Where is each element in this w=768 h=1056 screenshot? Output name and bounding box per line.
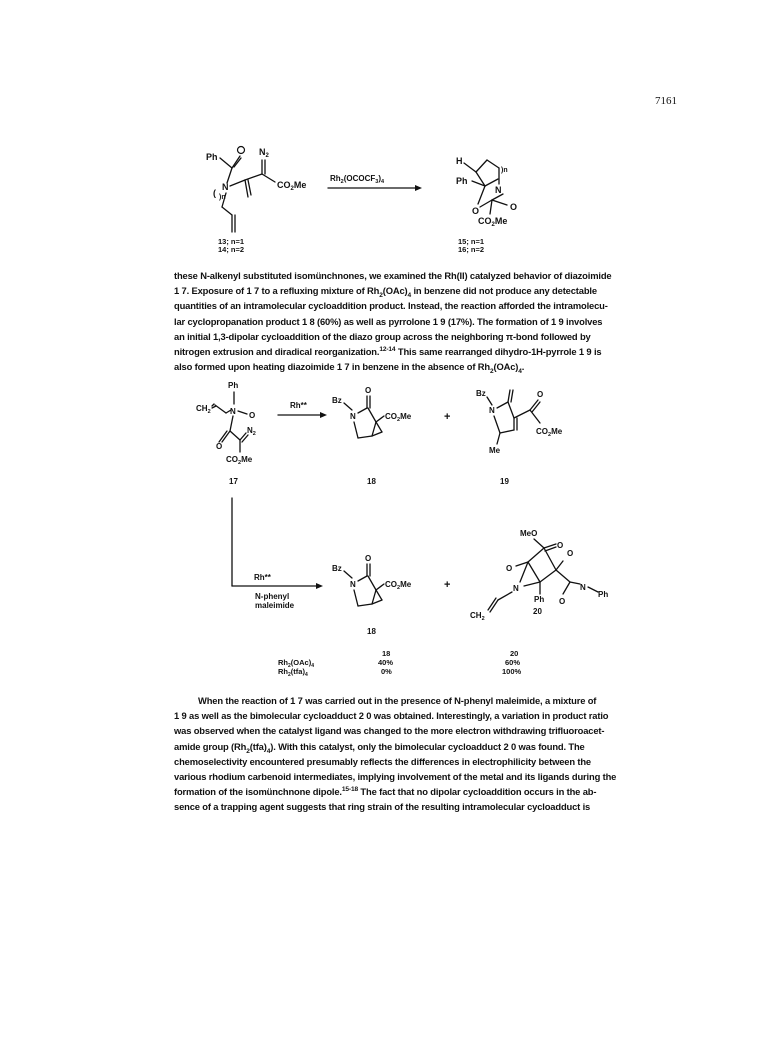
c20-nitrogen-2: N (580, 583, 586, 592)
plus-sign-1: + (444, 411, 451, 423)
c18-oxygen: O (365, 386, 372, 395)
page-number: 7161 (655, 95, 677, 107)
p2-line-4: amide group $(Rh_2(tfa)_4)$. With this catalyst, only the bimolecular cycloadduct 2 0 was found. The (174, 740, 585, 755)
ratio-col-20: 20 (510, 649, 519, 658)
arrow-3-reagent-1: N-phenyl (255, 592, 290, 601)
c17-o2: O (216, 442, 223, 451)
compound-label-18: 18 (367, 477, 376, 486)
c20-o4: O (559, 597, 566, 606)
paragraph-2 (174, 693, 646, 815)
paragraph-1 (174, 268, 646, 374)
c20-phenyl-1: Ph (534, 595, 545, 604)
product-phenyl: Ph (456, 176, 468, 186)
catalyst-label: $Rh_2(OCOCF_3)_4$ (330, 174, 385, 185)
reaction-arrow-2 (278, 401, 327, 418)
c17-o1: O (249, 411, 256, 420)
p2-line-2: 1 9 as well as the bimolecular cycloadduct 2 0 was obtained. Interestingly, a variation in product ratio (174, 710, 609, 722)
c17-nitrogen: N (230, 407, 236, 416)
p2-line-6: various rhodium carbenoid intermediates, implying involvement of the metal and its ligands during the (174, 771, 617, 783)
p1-line-5: an initial 1,3-dipolar cycloaddition of the diazo group across the neighboring π-bond followed by (174, 330, 591, 342)
carbonyl-oxygen: O (510, 202, 518, 212)
compound-label-13: 13; n=1 (218, 237, 245, 246)
scheme-2 (0, 378, 768, 698)
c20-phenyl-2: Ph (598, 590, 609, 599)
product-15-16 (456, 156, 517, 254)
amide-nitrogen: N (222, 182, 229, 192)
c17-ester: $CO_2Me$ (226, 455, 253, 466)
compound-17 (196, 381, 256, 486)
compound-18 (332, 386, 412, 486)
compound-label-20: 20 (533, 607, 542, 616)
compound-label-15: 15; n=1 (458, 237, 485, 246)
catalyst-row-2: $Rh_2(tfa)_4$ (278, 667, 308, 678)
ratio-20-row-2: 100% (502, 667, 522, 676)
compound-19 (476, 389, 563, 486)
arrow-3-reagent-2: maleimide (255, 601, 295, 610)
p1-line-7: also formed upon heating diazoimide 1 7 in benzene in the absence of $Rh_2(OAc)_4$. (174, 361, 525, 376)
c20-o1: O (557, 541, 564, 550)
p1-line-6: nitrogen extrusion and diradical reorganization.$^{12-14}$ This same rearranged dihydro-1H-pyrrole 1 9 is (174, 345, 602, 358)
c20-o3: O (506, 564, 513, 573)
c19-nitrogen: N (489, 406, 495, 415)
c19-bz: Bz (476, 389, 486, 398)
ratio-18-row-1: 40% (378, 658, 394, 667)
reaction-arrow-3 (232, 498, 323, 610)
compound-label-17: 17 (229, 477, 238, 486)
reaction-arrow-1 (328, 174, 422, 191)
c17-ch2: $CH_2$ (196, 404, 211, 415)
chain-n: )n (219, 194, 226, 201)
product-ratio-table (278, 649, 522, 678)
c17-phenyl: Ph (228, 381, 239, 390)
c19-methyl: Me (489, 446, 501, 455)
phenyl-label: Ph (206, 152, 218, 162)
diazo-n2: $N_2$ (259, 147, 269, 159)
compound-label-16: 16; n=2 (458, 245, 485, 254)
ester-co2me: $CO_2Me$ (277, 180, 307, 192)
c20-meo: MeO (520, 529, 538, 538)
p2-line-7: formation of the isomünchnone dipole.$^{15-18}$ The fact that no dipolar cycloaddition occurs in the ab- (174, 786, 597, 798)
c20-nitrogen-1: N (513, 584, 519, 593)
ratio-20-row-1: 60% (505, 658, 521, 667)
p1-line-4: lar cyclopropanation product 1 8 (60%) as well as pyrrolone 1 9 (17%). The formation of 1 9 involves (174, 315, 603, 327)
p1-line-1: these N-alkenyl substituted isomünchnones, we examined the Rh(II) catalyzed behavior of diazoimide (174, 270, 612, 281)
bridge-n: )n (501, 167, 508, 174)
c18-bz: Bz (332, 396, 342, 405)
compound-label-14: 14; n=2 (218, 245, 245, 254)
c19-oxygen: O (537, 390, 544, 399)
p1-line-2: 1 7. Exposure of 1 7 to a refluxing mixture of $Rh_2(OAc)_4$ in benzene did not produce any detectable (174, 285, 597, 300)
c18-ester: $CO_2Me$ (385, 412, 412, 423)
hydrogen-label: H (456, 156, 463, 166)
ratio-col-18: 18 (382, 649, 391, 658)
p2-line-1: When the reaction of 1 7 was carried out in the presence of N-phenyl maleimide, a mixture of (198, 695, 597, 706)
product-nitrogen: N (495, 185, 502, 195)
scheme-1 (0, 0, 768, 290)
chain-paren-open: ( (213, 188, 216, 198)
c17-diazo: $N_2$ (247, 426, 256, 437)
ratio-18-row-2: 0% (381, 667, 392, 676)
product-ester: $CO_2Me$ (478, 216, 508, 228)
c20-ch2: $CH_2$ (470, 611, 485, 622)
compound-18-repeat (332, 554, 412, 636)
arrow-3-label: Rh** (254, 573, 271, 582)
c18b-nitrogen: N (350, 580, 356, 589)
catalyst-row-1: $Rh_2(OAc)_4$ (278, 658, 314, 669)
c19-ester: $CO_2Me$ (536, 427, 563, 438)
bridge-oxygen: O (472, 206, 480, 216)
plus-sign-2: + (444, 579, 451, 591)
c18b-oxygen: O (365, 554, 372, 563)
compound-label-18b: 18 (367, 627, 376, 636)
reactant-13-14 (206, 147, 306, 255)
c18b-ester: $CO_2Me$ (385, 580, 412, 591)
compound-20 (470, 529, 608, 622)
c18-nitrogen: N (350, 412, 356, 421)
p2-line-8: sence of a trapping agent suggests that ring strain of the resulting intramolecular cycloadduct is (174, 801, 591, 813)
compound-label-19: 19 (500, 477, 509, 486)
arrow-2-label: Rh** (290, 401, 307, 410)
c20-o2: O (567, 549, 574, 558)
p2-line-5: chemoselectivity encountered presumably reflects the differences in electrophilicity between the (174, 755, 591, 767)
p2-line-3: was observed when the catalyst ligand was changed to the more electron withdrawing trifluoroacet- (174, 725, 605, 737)
p1-line-3: quantities of an intramolecular cycloaddition product. Instead, the reaction afforded the intramolecu- (174, 300, 608, 312)
c18b-bz: Bz (332, 564, 342, 573)
